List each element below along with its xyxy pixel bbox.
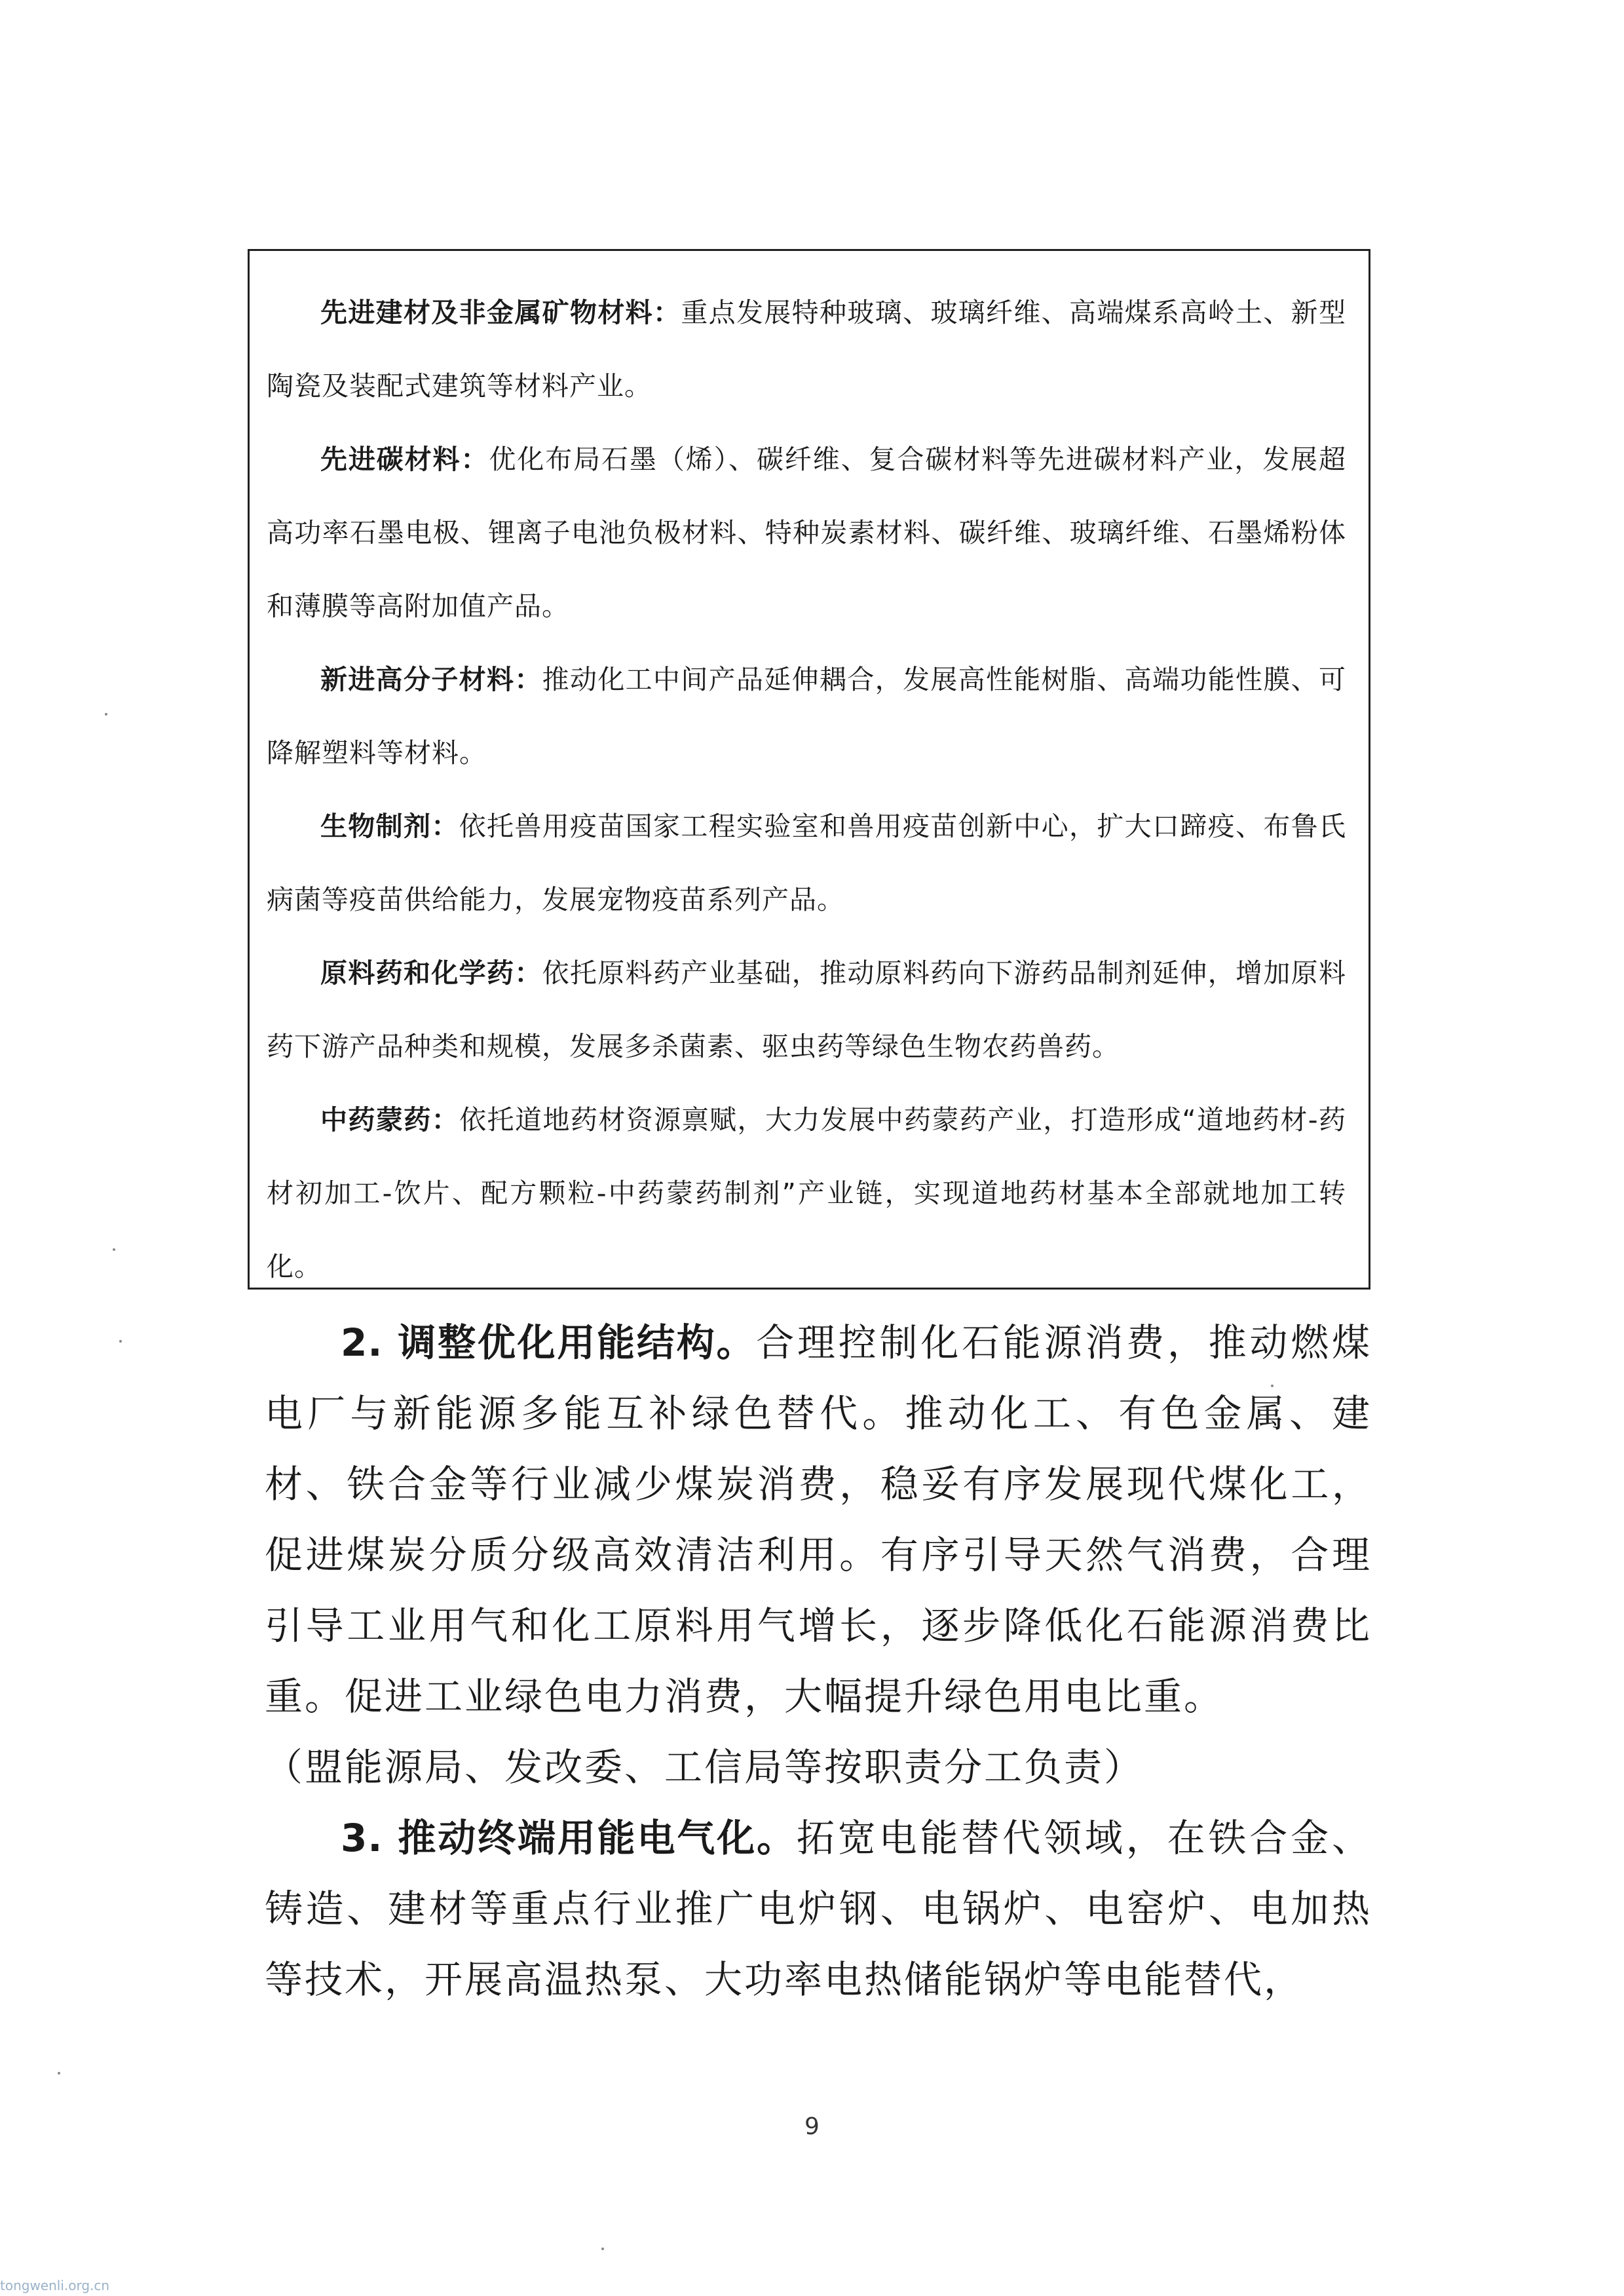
watermark-text: tongwenli.org.cn bbox=[0, 2278, 110, 2293]
box-paragraph-biologics bbox=[267, 790, 1346, 936]
box-text-apis: 依托原料药产业基础，推动原料药向下游药品制剂延伸，增加原料药下游产品种类和规模，发展多杀菌素、驱虫药等绿色生物农药兽药。 bbox=[267, 957, 1347, 1062]
body-heading-electrification: 3. 推动终端用能电气化。 bbox=[341, 1816, 797, 1860]
box-text-polymer-materials: 推动化工中间产品延伸耦合，发展高性能树脂、高端功能性膜、可降解塑料等材料。 bbox=[267, 664, 1347, 769]
body-paragraph-electrification bbox=[265, 1803, 1372, 2015]
box-paragraph-polymer-materials bbox=[267, 643, 1346, 790]
box-term-herbal-medicine: 中药蒙药： bbox=[320, 1104, 460, 1136]
scan-speck bbox=[105, 713, 107, 716]
box-paragraph-carbon-materials bbox=[267, 423, 1346, 643]
box-term-biologics: 生物制剂： bbox=[320, 811, 459, 842]
box-text-herbal-medicine: 依托道地药材资源禀赋，大力发展中药蒙药产业，打造形成“道地药材-药材初加工-饮片、配方颗粒-中药蒙药制剂”产业链，实现道地药材基本全部就地加工转化。 bbox=[267, 1104, 1346, 1282]
body-text bbox=[265, 1307, 1372, 2015]
box-term-building-materials: 先进建材及非金属矿物材料： bbox=[320, 297, 681, 328]
box-term-polymer-materials: 新进高分子材料： bbox=[320, 664, 542, 695]
scan-speck bbox=[1271, 1385, 1274, 1387]
box-paragraph-herbal-medicine bbox=[267, 1083, 1346, 1303]
scan-speck bbox=[601, 2248, 604, 2250]
box-text-building-materials: 重点发展特种玻璃、玻璃纤维、高端煤系高岭土、新型陶瓷及装配式建筑等材料产业。 bbox=[267, 297, 1347, 402]
body-paragraph-energy-structure bbox=[265, 1307, 1372, 1803]
body-text-electrification: 拓宽电能替代领域，在铁合金、铸造、建材等重点行业推广电炉钢、电锅炉、电窑炉、电加热等技术，开展高温热泵、大功率电热储能锅炉等电能替代， bbox=[265, 1816, 1372, 2002]
box-text-biologics: 依托兽用疫苗国家工程实验室和兽用疫苗创新中心，扩大口蹄疫、布鲁氏病菌等疫苗供给能力，发展宠物疫苗系列产品。 bbox=[267, 811, 1347, 915]
scan-speck bbox=[58, 2072, 60, 2075]
body-heading-energy-structure: 2. 调整优化用能结构。 bbox=[341, 1320, 757, 1365]
box-paragraph-building-materials bbox=[267, 276, 1346, 423]
body-note-responsibility: （盟能源局、发改委、工信局等按职责分工负责） bbox=[265, 1745, 1144, 1789]
box-paragraph-apis bbox=[267, 936, 1346, 1083]
box-term-carbon-materials: 先进碳材料： bbox=[320, 444, 489, 475]
scan-speck bbox=[119, 1340, 122, 1343]
box-term-apis: 原料药和化学药： bbox=[320, 957, 542, 989]
industry-highlights-box bbox=[248, 249, 1370, 1290]
box-text-carbon-materials: 优化布局石墨（烯）、碳纤维、复合碳材料等先进碳材料产业，发展超高功率石墨电极、锂离子电池负极材料、特种炭素材料、碳纤维、玻璃纤维、石墨烯粉体和薄膜等高附加值产品。 bbox=[267, 444, 1347, 622]
body-text-energy-structure: 合理控制化石能源消费，推动燃煤电厂与新能源多能互补绿色替代。推动化工、有色金属、建材、铁合金等行业减少煤炭消费，稳妥有序发展现代煤化工，促进煤炭分质分级高效清洁利用。有序引导天然气消费，合理引导工业用气和化工原料用气增长，逐步降低化石能源消费比重。促进工业绿色电力消费，大幅提升绿色用电比重。 bbox=[265, 1320, 1372, 1719]
scan-speck bbox=[113, 1248, 115, 1251]
page-number: 9 bbox=[804, 2113, 820, 2140]
